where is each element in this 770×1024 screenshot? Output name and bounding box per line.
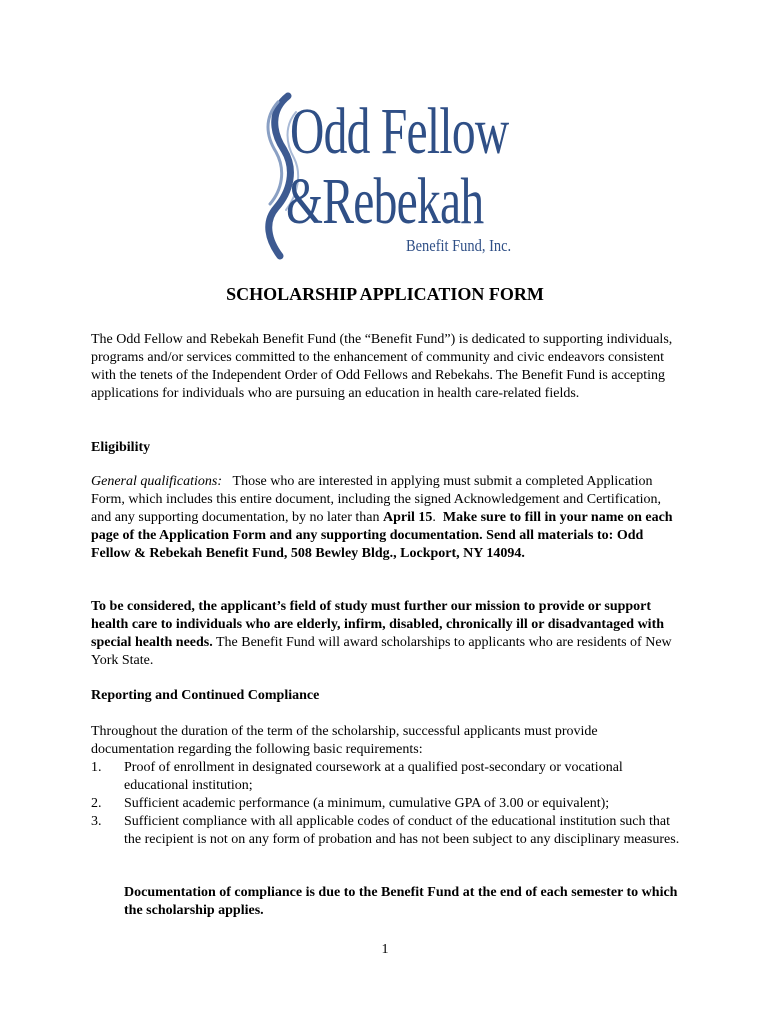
logo-text-line1: Odd Fellow [290,95,509,168]
consideration-paragraph [91,598,681,670]
reporting-heading: Reporting and Continued Compliance [91,688,320,703]
list-number: 2. [91,796,102,811]
list-text: Proof of enrollment in designated coursework at a qualified post-secondary or vocational educational institution; [124,760,623,793]
logo-text-line3: Benefit Fund, Inc. [406,236,512,255]
eligibility-paragraph: General qualifications: Those who are interested in applying must submit a completed Application Form, which includes this entire document, including the signed Acknowledgement and Certification, and any supporting documentation, by no later than April 15. Make sure to fill in your name on each page of the Application Form and any supporting documentation. Send all materials to: Odd Fellow & Rebekah Benefit Fund, 508 Bewley Bldg., Lockport, NY 14094. [91,474,673,561]
mission-requirement: To be considered, the applicant’s field of study must further our mission to provide or support health care to individuals who are elderly, infirm, disabled, chronically ill or disadvantaged with special health needs. [91,599,665,650]
page-number: 1 [381,942,389,957]
page-title: SCHOLARSHIP APPLICATION FORM [226,284,544,304]
list-number: 3. [91,814,102,829]
list-text: Sufficient compliance with all applicable codes of conduct of the educational institution such that the recipient is not on any form of probation and has not been subject to any disciplinary measures. [124,814,680,847]
reporting-intro: Throughout the duration of the term of the scholarship, successful applicants must provide documentation regarding the following basic requirements: [91,724,598,757]
eligibility-heading: Eligibility [91,440,151,455]
deadline-date: April 15 [383,510,433,525]
benefit-fund-logo [250,92,540,262]
list-number: 1. [91,760,102,775]
submission-instructions: Make sure to fill in your name on each page of the Application Form and any supporting documentation. Send all materials to: Odd Fellow & Rebekah Benefit Fund, 508 Bewley Bldg., Lockport, NY 14094. [91,510,673,561]
qualifications-text: Those who are interested in applying must submit a completed Application Form, which includes this entire document, including the signed Acknowledgement and Certification, and any supporting documentation, by no later than [91,474,661,525]
logo-text-line2: &Rebekah [286,165,484,238]
residency-text: The Benefit Fund will award scholarships to applicants who are residents of New York State. [91,635,672,668]
intro-paragraph: The Odd Fellow and Rebekah Benefit Fund (the “Benefit Fund”) is dedicated to supporting individuals, programs and/or services committed to the enhancement of community and civic endeavors consistent with the tenets of the Independent Order of Odd Fellows and Rebekahs. The Benefit Fund is accepting applications for individuals who are pursuing an education in health care-related fields. [91,332,673,401]
list-text: Sufficient academic performance (a minimum, cumulative GPA of 3.00 or equivalent); [124,796,610,811]
compliance-note: Documentation of compliance is due to the Benefit Fund at the end of each semester to which the scholarship applies. [124,885,678,918]
qualifications-label: General qualifications: [91,474,223,489]
